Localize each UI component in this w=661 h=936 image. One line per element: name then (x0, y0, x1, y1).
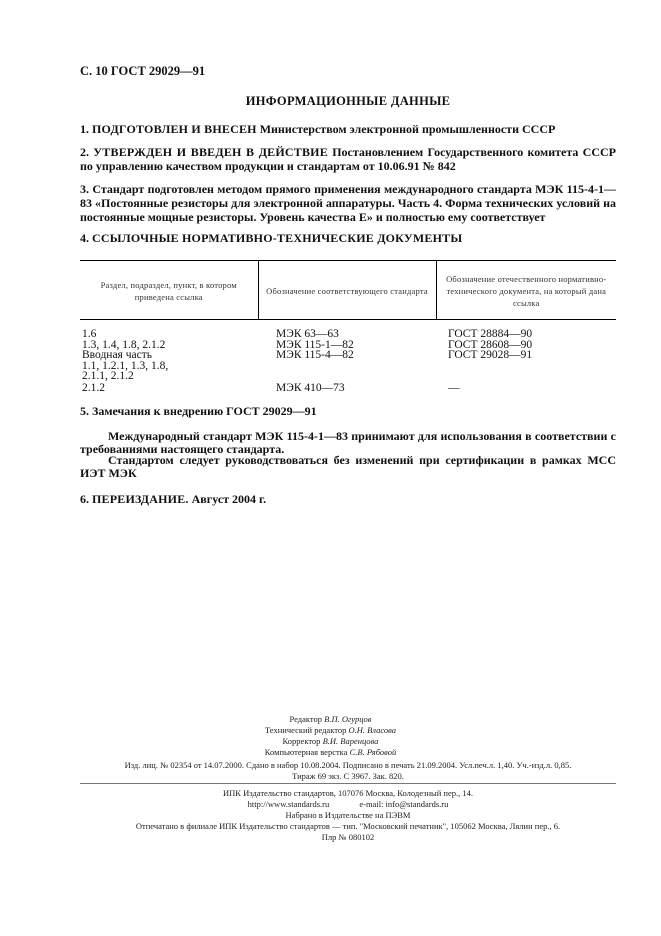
column-header-national-doc: Обозначение отечественного нормативно-технического документа, на который дана ссылка (436, 261, 616, 320)
imprint-line-2: Тираж 69 экз. С 3967. Зак. 820. (292, 771, 404, 781)
publication-imprint (80, 760, 616, 782)
credit-name: О.Н. Власова (348, 725, 397, 735)
imprint-line-1: Изд. лиц. № 02354 от 14.07.2000. Сдано в набор 10.08.2004. Подписано в печать 21.09.2004. Усл.печ.л. 1,40. Уч.-изд.л. 0,85. (124, 760, 572, 770)
table-cell (436, 371, 616, 382)
printer-info (60, 788, 636, 843)
reference-table (80, 260, 616, 393)
page-header: С. 10 ГОСТ 29029—91 (80, 64, 206, 78)
table-row (80, 320, 616, 340)
license-number: Плр № 080102 (321, 832, 375, 842)
info-item-2 (80, 145, 616, 173)
credit-role: Редактор (289, 714, 322, 724)
item-number: 2. (80, 145, 89, 159)
item-number: 3. (80, 182, 89, 196)
table-cell: 1.1, 1.2.1, 1.3, 1.8, (82, 359, 169, 372)
typeset-note: Набрано в Издательстве на ПЭВМ (285, 810, 411, 820)
table-cell: Вводная часть (82, 349, 152, 361)
paragraph-certification: Стандартом следует руководствоваться без изменений при сертификации в рамках МСС ИЭТ МЭК (80, 453, 616, 480)
credit-role: Компьютерная верстка (264, 747, 348, 757)
table-cell: 1.3, 1.4, 1.8, 2.1.2 (82, 338, 166, 351)
table-cell (436, 361, 616, 372)
item-caps: ССЫЛОЧНЫЕ НОРМАТИВНО-ТЕХНИЧЕСКИЕ ДОКУМЕНТЫ (92, 231, 463, 245)
item-number: 4. (80, 231, 89, 245)
table-row (80, 382, 616, 394)
column-header-section: Раздел, подраздел, пункт, в котором приведена ссылка (80, 261, 258, 320)
table-row (80, 350, 616, 361)
item-text: Министерством электронной промышленности СССР (259, 122, 556, 136)
printer-address: ИПК Издательство стандартов, 107076 Москва, Колодезный пер., 14. (223, 788, 473, 798)
info-item-6 (80, 492, 616, 506)
printer-email: e-mail: info@standards.ru (359, 799, 449, 809)
table-cell: 1.6 (82, 328, 97, 340)
item-text: Стандарт подготовлен методом прямого применения международного стандарта МЭК 115-4-1—83 «Постоянные резисторы для электронной аппаратуры. Часть 4. Форма технических условий на постоянные мощные резисторы. Уровень качества Е» и полностью ему соответствует (80, 182, 616, 224)
table-cell: МЭК 63—63 (276, 328, 339, 340)
credit-line (0, 747, 661, 758)
table-header-row (80, 261, 616, 320)
table-cell (258, 371, 436, 382)
info-item-3 (80, 182, 616, 224)
table-row (80, 361, 616, 372)
credit-line (0, 725, 661, 736)
item-text: Замечания к внедрению ГОСТ 29029—91 (92, 404, 317, 418)
info-item-4 (80, 231, 616, 245)
item-number: 5. (80, 404, 89, 418)
credit-name: В.П. Огурцов (324, 714, 372, 724)
table-cell: МЭК 410—73 (276, 381, 345, 394)
table-row (80, 371, 616, 382)
table-cell: — (448, 381, 460, 394)
printer-url: http://www.standards.ru (247, 799, 330, 809)
item-caps: ПЕРЕИЗДАНИЕ. (92, 492, 189, 506)
table-cell: 2.1.2 (82, 381, 105, 394)
editorial-credits (0, 714, 661, 758)
credit-line (0, 714, 661, 725)
paragraph-adoption: Международный стандарт МЭК 115-4-1—83 принимают для использования в соответствии с требованиями настоящего стандарта. (80, 429, 616, 456)
column-header-standard: Обозначение соответствующего стандарта (258, 261, 436, 320)
item-caps: УТВЕРЖДЕН И ВВЕДЕН В ДЕЙСТВИЕ (93, 145, 328, 159)
divider (80, 783, 616, 784)
credit-role: Корректор (282, 736, 321, 746)
item-number: 6. (80, 492, 89, 506)
table-cell (258, 361, 436, 372)
table-cell: МЭК 115-1—82 (276, 338, 354, 351)
printer-contacts (60, 799, 636, 810)
credit-name: С.В. Рябовой (349, 747, 397, 757)
item-text: Август 2004 г. (191, 492, 267, 506)
table-cell: 2.1.1, 2.1.2 (82, 370, 134, 382)
item-text: Постановлением Государственного комитета СССР по управлению качеством продукции и стандартам от 10.06.91 № 842 (80, 145, 616, 173)
info-item-1 (80, 122, 616, 136)
printed-at: Отпечатано в филиале ИПК Издательство стандартов — тип. "Московский печатник", 105062 Москва, Лялин пер., 6. (135, 821, 561, 831)
credit-role: Технический редактор (264, 725, 347, 735)
table-cell: ГОСТ 29028—91 (448, 349, 533, 361)
credit-name: В.И. Варенцова (322, 736, 379, 746)
item-caps: ПОДГОТОВЛЕН И ВНЕСЕН (92, 122, 257, 136)
section-title: ИНФОРМАЦИОННЫЕ ДАННЫЕ (245, 94, 451, 108)
table-cell: ГОСТ 28608—90 (448, 338, 533, 351)
info-item-5 (80, 404, 616, 418)
table-cell: ГОСТ 28884—90 (448, 328, 533, 340)
table-cell: МЭК 115-4—82 (276, 349, 354, 361)
item-number: 1. (80, 122, 89, 136)
credit-line (0, 736, 661, 747)
